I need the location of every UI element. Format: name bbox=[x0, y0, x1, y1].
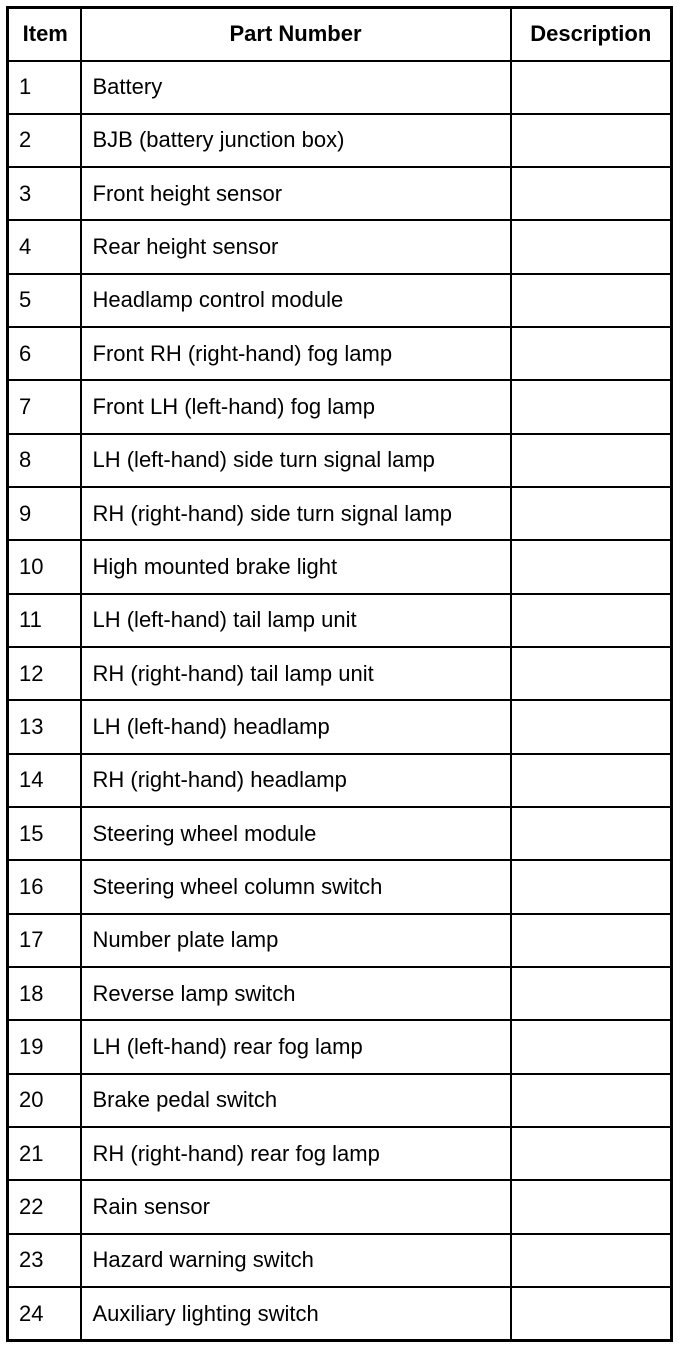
description-cell bbox=[511, 914, 672, 967]
table-row bbox=[8, 1180, 672, 1233]
part-name-cell: Headlamp control module bbox=[81, 274, 511, 327]
table-row bbox=[8, 327, 672, 380]
item-number-cell: 5 bbox=[8, 274, 81, 327]
item-number-cell: 11 bbox=[8, 594, 81, 647]
table-row bbox=[8, 220, 672, 273]
part-name-cell: Auxiliary lighting switch bbox=[81, 1287, 511, 1340]
parts-table bbox=[6, 6, 673, 1342]
description-cell bbox=[511, 967, 672, 1020]
table-row bbox=[8, 647, 672, 700]
description-cell bbox=[511, 434, 672, 487]
description-cell bbox=[511, 380, 672, 433]
item-number-cell: 21 bbox=[8, 1127, 81, 1180]
item-number-cell: 8 bbox=[8, 434, 81, 487]
table-row bbox=[8, 1020, 672, 1073]
item-number-cell: 6 bbox=[8, 327, 81, 380]
item-number-cell: 14 bbox=[8, 754, 81, 807]
table-row bbox=[8, 1234, 672, 1287]
part-name-cell: RH (right-hand) rear fog lamp bbox=[81, 1127, 511, 1180]
description-cell bbox=[511, 61, 672, 114]
description-cell bbox=[511, 1127, 672, 1180]
header-part-number: Part Number bbox=[81, 8, 511, 61]
part-name-cell: Reverse lamp switch bbox=[81, 967, 511, 1020]
description-cell bbox=[511, 754, 672, 807]
header-item: Item bbox=[8, 8, 81, 61]
description-cell bbox=[511, 1287, 672, 1340]
item-number-cell: 2 bbox=[8, 114, 81, 167]
table-row bbox=[8, 914, 672, 967]
table-row bbox=[8, 61, 672, 114]
part-name-cell: RH (right-hand) side turn signal lamp bbox=[81, 487, 511, 540]
header-row bbox=[8, 8, 672, 61]
description-cell bbox=[511, 807, 672, 860]
item-number-cell: 19 bbox=[8, 1020, 81, 1073]
item-number-cell: 1 bbox=[8, 61, 81, 114]
description-cell bbox=[511, 700, 672, 753]
part-name-cell: LH (left-hand) headlamp bbox=[81, 700, 511, 753]
description-cell bbox=[511, 167, 672, 220]
description-cell bbox=[511, 1234, 672, 1287]
part-name-cell: Hazard warning switch bbox=[81, 1234, 511, 1287]
part-name-cell: RH (right-hand) headlamp bbox=[81, 754, 511, 807]
table-header bbox=[8, 8, 672, 61]
part-name-cell: Steering wheel column switch bbox=[81, 860, 511, 913]
table-row bbox=[8, 754, 672, 807]
item-number-cell: 10 bbox=[8, 540, 81, 593]
table-row bbox=[8, 1127, 672, 1180]
item-number-cell: 17 bbox=[8, 914, 81, 967]
description-cell bbox=[511, 1074, 672, 1127]
part-name-cell: Brake pedal switch bbox=[81, 1074, 511, 1127]
table-body bbox=[8, 61, 672, 1341]
table-row bbox=[8, 1287, 672, 1340]
table-row bbox=[8, 594, 672, 647]
table-row bbox=[8, 860, 672, 913]
item-number-cell: 4 bbox=[8, 220, 81, 273]
table-row bbox=[8, 380, 672, 433]
description-cell bbox=[511, 220, 672, 273]
description-cell bbox=[511, 487, 672, 540]
item-number-cell: 13 bbox=[8, 700, 81, 753]
description-cell bbox=[511, 594, 672, 647]
table-row bbox=[8, 1074, 672, 1127]
table-row bbox=[8, 487, 672, 540]
table-row bbox=[8, 114, 672, 167]
part-name-cell: High mounted brake light bbox=[81, 540, 511, 593]
item-number-cell: 23 bbox=[8, 1234, 81, 1287]
part-name-cell: Front height sensor bbox=[81, 167, 511, 220]
item-number-cell: 16 bbox=[8, 860, 81, 913]
table-row bbox=[8, 967, 672, 1020]
description-cell bbox=[511, 274, 672, 327]
item-number-cell: 18 bbox=[8, 967, 81, 1020]
item-number-cell: 12 bbox=[8, 647, 81, 700]
part-name-cell: RH (right-hand) tail lamp unit bbox=[81, 647, 511, 700]
part-name-cell: Front RH (right-hand) fog lamp bbox=[81, 327, 511, 380]
description-cell bbox=[511, 647, 672, 700]
item-number-cell: 3 bbox=[8, 167, 81, 220]
part-name-cell: LH (left-hand) rear fog lamp bbox=[81, 1020, 511, 1073]
part-name-cell: Steering wheel module bbox=[81, 807, 511, 860]
part-name-cell: LH (left-hand) tail lamp unit bbox=[81, 594, 511, 647]
description-cell bbox=[511, 1180, 672, 1233]
description-cell bbox=[511, 114, 672, 167]
description-cell bbox=[511, 327, 672, 380]
table-row bbox=[8, 807, 672, 860]
item-number-cell: 20 bbox=[8, 1074, 81, 1127]
item-number-cell: 7 bbox=[8, 380, 81, 433]
part-name-cell: Rain sensor bbox=[81, 1180, 511, 1233]
description-cell bbox=[511, 860, 672, 913]
item-number-cell: 15 bbox=[8, 807, 81, 860]
table-row bbox=[8, 274, 672, 327]
part-name-cell: Front LH (left-hand) fog lamp bbox=[81, 380, 511, 433]
item-number-cell: 24 bbox=[8, 1287, 81, 1340]
part-name-cell: Battery bbox=[81, 61, 511, 114]
description-cell bbox=[511, 540, 672, 593]
part-name-cell: BJB (battery junction box) bbox=[81, 114, 511, 167]
description-cell bbox=[511, 1020, 672, 1073]
table-row bbox=[8, 167, 672, 220]
header-description: Description bbox=[511, 8, 672, 61]
table-row bbox=[8, 540, 672, 593]
item-number-cell: 22 bbox=[8, 1180, 81, 1233]
table-row bbox=[8, 700, 672, 753]
part-name-cell: Rear height sensor bbox=[81, 220, 511, 273]
part-name-cell: LH (left-hand) side turn signal lamp bbox=[81, 434, 511, 487]
part-name-cell: Number plate lamp bbox=[81, 914, 511, 967]
table-row bbox=[8, 434, 672, 487]
item-number-cell: 9 bbox=[8, 487, 81, 540]
